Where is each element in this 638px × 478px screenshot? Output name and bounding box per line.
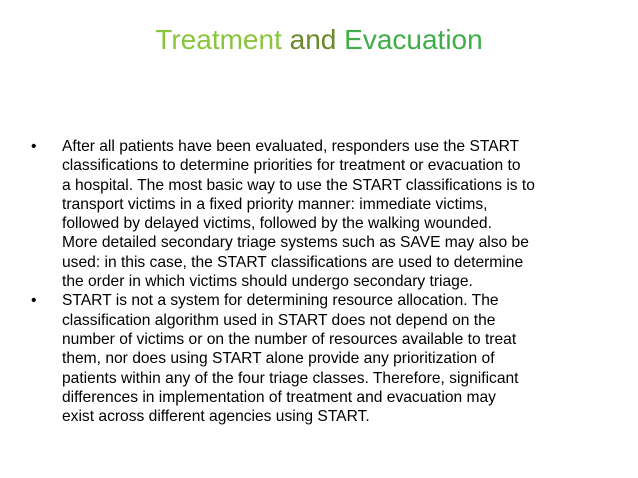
text-line: number of victims or on the number of resources available to treat xyxy=(62,330,517,348)
slide-title xyxy=(0,20,638,60)
text-line: differences in implementation of treatment and evacuation may xyxy=(62,388,496,406)
text-line: classification algorithm used in START does not depend on the xyxy=(62,311,496,329)
text-line: used: in this case, the START classifications are used to determine xyxy=(62,253,524,271)
bullet-item xyxy=(31,291,611,426)
title-word-treatment: Treatment xyxy=(155,24,290,55)
title-word-and: and xyxy=(289,24,345,55)
text-line: them, nor does using START alone provide any prioritization of xyxy=(62,350,495,368)
bullet-icon: • xyxy=(31,292,37,310)
text-line: followed by delayed victims, followed by the walking wounded. xyxy=(62,215,492,233)
bullet-icon: • xyxy=(31,138,37,155)
text-line: After all patients have been evaluated, responders use the START xyxy=(62,138,520,155)
bullet-text xyxy=(62,137,611,291)
text-line: patients within any of the four triage classes. Therefore, significant xyxy=(62,369,519,387)
bullet-text xyxy=(62,291,611,426)
text-line: START is not a system for determining resource allocation. The xyxy=(62,292,499,310)
bullet-item xyxy=(31,137,611,291)
bullet-list xyxy=(31,137,611,426)
text-line: classifications to determine priorities for treatment or evacuation to xyxy=(62,157,521,175)
text-line: exist across different agencies using START. xyxy=(62,408,370,426)
text-line: transport victims in a fixed priority manner: immediate victims, xyxy=(62,195,488,213)
text-line: a hospital. The most basic way to use the START classifications is to xyxy=(62,176,535,194)
text-line: More detailed secondary triage systems such as SAVE may also be xyxy=(62,234,529,252)
title-word-evacuation: Evacuation xyxy=(344,24,483,55)
text-line: the order in which victims should undergo secondary triage. xyxy=(62,273,473,291)
